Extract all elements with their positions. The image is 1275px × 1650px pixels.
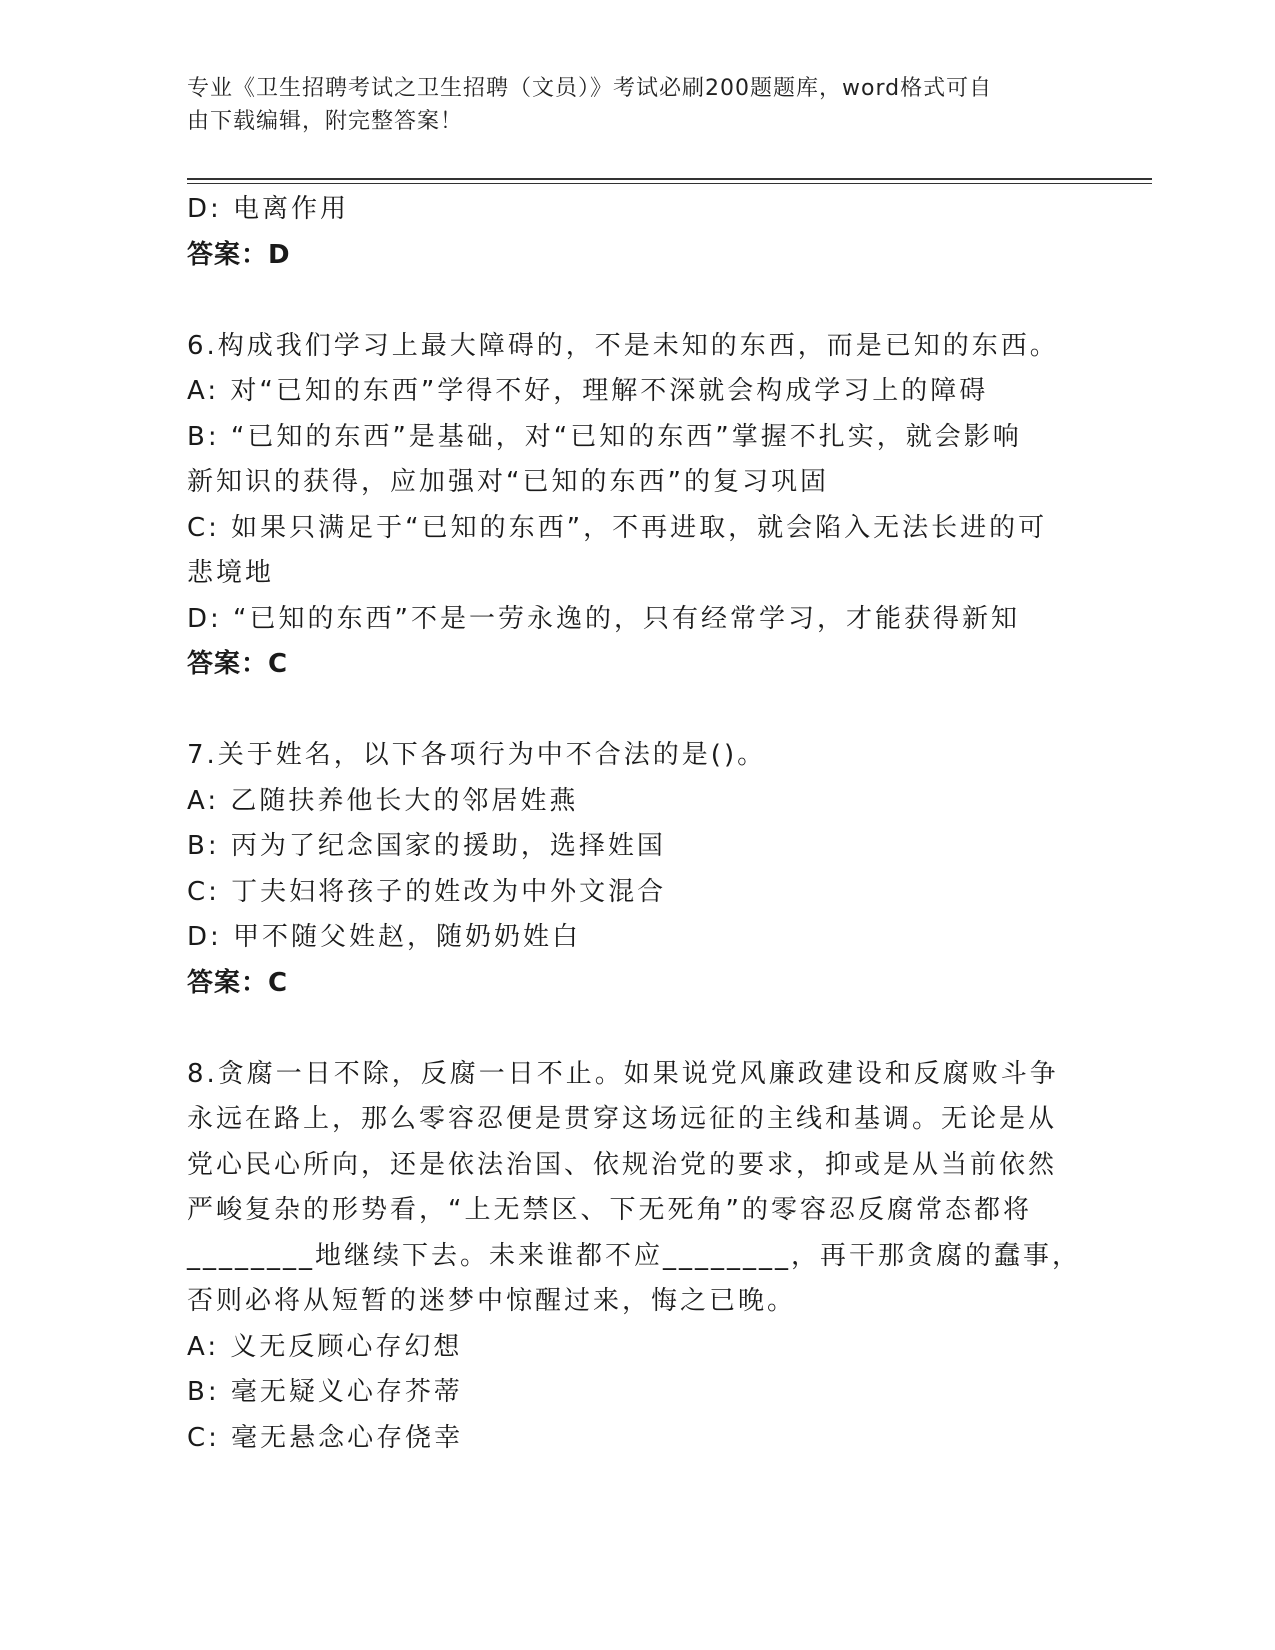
question-8-block <box>187 1052 1087 1462</box>
question-6-option-c-line-1: C: 如果只满足于“已知的东西”，不再进取，就会陷入无法长进的可 <box>187 512 1048 543</box>
question-6-option-a: A: 对“已知的东西”学得不好，理解不深就会构成学习上的障碍 <box>187 376 989 406</box>
spacer <box>187 688 1087 734</box>
header-divider-thin <box>187 183 1152 184</box>
spacer <box>187 1006 1087 1052</box>
question-7-block <box>187 733 1087 1006</box>
question-8-option-a: A: 义无反顾心存幻想 <box>187 1331 463 1362</box>
question-6-block <box>187 324 1087 688</box>
page-header <box>187 72 1067 138</box>
question-8-stem-line-4: 严峻复杂的形势看，“上无禁区、下无死角”的零容忍反腐常态都将 <box>187 1195 1032 1225</box>
question-5-answer: 答案：D <box>187 239 291 270</box>
question-5-option-d: D: 电离作用 <box>187 194 350 224</box>
question-7-option-a: A: 乙随扶养他长大的邻居姓燕 <box>187 785 579 816</box>
question-7-stem: 7.关于姓名，以下各项行为中不合法的是()。 <box>187 740 767 770</box>
header-title-line-1: 专业《卫生招聘考试之卫生招聘（文员）》考试必刷200题题库，word格式可自 <box>187 76 993 101</box>
question-8-stem-line-1: 8.贪腐一日不除，反腐一日不止。如果说党风廉政建设和反腐败斗争 <box>187 1058 1059 1089</box>
question-6-stem: 6.构成我们学习上最大障碍的，不是未知的东西，而是已知的东西。 <box>187 330 1059 361</box>
question-8-stem-line-2: 永远在路上，那么零容忍便是贯穿这场远征的主线和基调。无论是从 <box>187 1104 1058 1134</box>
question-8-stem-line-5: ________地继续下去。未来谁都不应________，再干那贪腐的蠢事， <box>187 1240 1082 1271</box>
question-6-option-d: D: “已知的东西”不是一劳永逸的，只有经常学习，才能获得新知 <box>187 603 1020 634</box>
question-7-option-d: D: 甲不随父姓赵，随奶奶姓白 <box>187 922 582 952</box>
question-6-answer: 答案：C <box>187 649 289 679</box>
question-8-option-b: B: 毫无疑义心存芥蒂 <box>187 1377 463 1407</box>
question-8-option-c: C: 毫无悬念心存侥幸 <box>187 1422 464 1453</box>
question-7-answer: 答案：C <box>187 967 289 998</box>
question-8-stem-line-3: 党心民心所向，还是依法治国、依规治党的要求，抑或是从当前依然 <box>187 1149 1058 1180</box>
question-7-option-b: B: 丙为了纪念国家的援助，选择姓国 <box>187 831 666 861</box>
header-divider-thick <box>187 178 1152 180</box>
question-6-option-b-line-1: B: “已知的东西”是基础，对“已知的东西”掌握不扎实，就会影响 <box>187 421 1022 452</box>
header-title-line-2: 由下载编辑，附完整答案！ <box>187 109 464 134</box>
question-7-option-c: C: 丁夫妇将孩子的姓改为中外文混合 <box>187 876 667 907</box>
question-6-option-c-line-2: 悲境地 <box>187 558 275 588</box>
question-6-option-b-line-2: 新知识的获得，应加强对“已知的东西”的复习巩固 <box>187 467 829 497</box>
question-content <box>187 187 1087 1461</box>
spacer <box>187 278 1087 324</box>
question-8-stem-line-6: 否则必将从短暂的迷梦中惊醒过来，悔之已晚。 <box>187 1286 797 1316</box>
question-5-block <box>187 187 1087 278</box>
